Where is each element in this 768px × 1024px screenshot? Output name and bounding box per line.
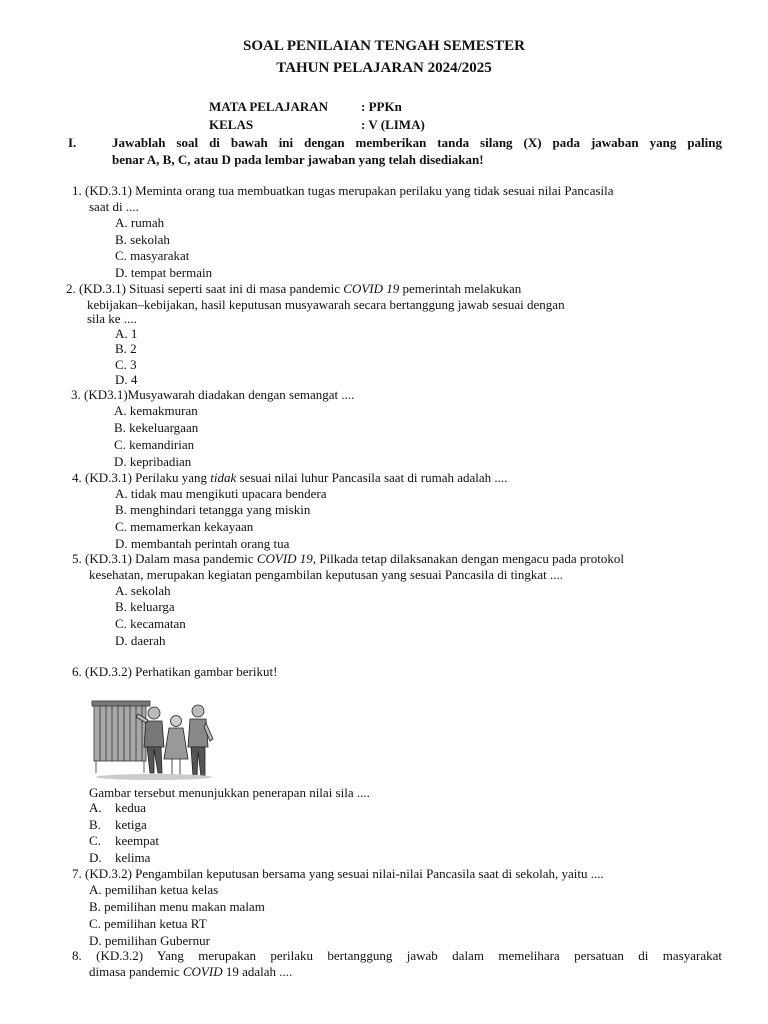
question-4-option-c: C. memamerkan kekayaan [115,519,254,534]
question-6-option-b: ketiga [115,817,147,832]
question-6-option-d-letter: D. [89,850,102,865]
question-7-option-a: A. pemilihan ketua kelas [89,882,219,897]
question-4-text: 4. (KD.3.1) Perilaku yang tidak sesuai nilai luhur Pancasila saat di rumah adalah .... [72,470,508,485]
question-6-text: 6. (KD.3.2) Perhatikan gambar berikut! [72,664,278,679]
question-6-option-a: kedua [115,800,147,815]
voting-booth-illustration [90,697,216,782]
subject-value: : PPKn [361,99,402,114]
question-7-option-b: B. pemilihan menu makan malam [89,899,265,914]
question-2-text-cont: kebijakan–kebijakan, hasil keputusan musyawarah secara bertanggung jawab sesuai dengan [87,297,565,312]
question-6-option-c: keempat [115,833,160,848]
class-label: KELAS [209,117,254,132]
class-value: : V (LIMA) [361,117,425,132]
question-2-text: 2. (KD.3.1) Situasi seperti saat ini di masa pandemic COVID 19 pemerintah melakukan [66,281,522,296]
question-3-option-a: A. kemakmuran [114,403,198,418]
question-7-text: 7. (KD.3.2) Pengambilan keputusan bersama yang sesuai nilai-nilai Pancasila saat di sekolah, yaitu .... [72,866,604,881]
question-1-option-a: A. rumah [115,215,165,230]
question-6-option-d: kelima [115,850,151,865]
instruction-line-1: Jawablah soal di bawah ini dengan memberikan tanda silang (X) pada jawaban yang paling [112,135,722,150]
question-1-option-b: B. sekolah [115,232,170,247]
question-2-option-c: C. 3 [115,357,137,372]
question-6-text-cont: Gambar tersebut menunjukkan penerapan nilai sila .... [89,785,370,800]
question-1-option-c: C. masyarakat [115,248,190,263]
question-6-option-b-letter: B. [89,817,101,832]
question-2-option-d: D. 4 [115,372,138,387]
question-7-option-d: D. pemilihan Gubernur [89,933,210,948]
question-4-option-b: B. menghindari tetangga yang miskin [115,502,311,517]
doc-subtitle: TAHUN PELAJARAN 2024/2025 [276,60,492,76]
instruction-line-2: benar A, B, C, atau D pada lembar jawaban yang telah disediakan! [112,152,484,167]
question-5-option-a: A. sekolah [115,583,171,598]
question-1-text-cont: saat di .... [89,199,139,214]
question-2-option-b: B. 2 [115,341,137,356]
question-5-text: 5. (KD.3.1) Dalam masa pandemic COVID 19, Pilkada tetap dilaksanakan dengan mengacu pada protokol [72,551,624,566]
question-7-option-c: C. pemilihan ketua RT [89,916,207,931]
question-5-text-cont: kesehatan, merupakan kegiatan pengambilan keputusan yang sesuai Pancasila di tingkat .... [89,567,563,582]
question-5-option-b: B. keluarga [115,599,175,614]
question-4-option-d: D. membantah perintah orang tua [115,536,290,551]
question-5-option-c: C. kecamatan [115,616,186,631]
question-4-option-a: A. tidak mau mengikuti upacara bendera [115,486,327,501]
doc-title: SOAL PENILAIAN TENGAH SEMESTER [243,38,525,54]
question-3-option-c: C. kemandirian [114,437,195,452]
question-3-option-d: D. kepribadian [114,454,192,469]
question-5-option-d: D. daerah [115,633,166,648]
subject-label: MATA PELAJARAN [209,99,329,114]
question-2-option-a: A. 1 [115,326,138,341]
question-1-text: 1. (KD.3.1) Meminta orang tua membuatkan tugas merupakan perilaku yang tidak sesuai nilai Pancasila [72,183,614,198]
question-1-option-d: D. tempat bermain [115,265,213,280]
question-6-option-c-letter: C. [89,833,101,848]
question-6-option-a-letter: A. [89,800,102,815]
question-8-text: 8. (KD.3.2) Yang merupakan perilaku bertanggung jawab dalam memelihara persatuan di masyarakat [72,948,722,963]
question-3-text: 3. (KD3.1)Musyawarah diadakan dengan semangat .... [71,387,355,402]
question-2-text-cont-2: sila ke .... [87,311,137,326]
question-8-text-cont: dimasa pandemic COVID 19 adalah .... [89,964,293,979]
question-3-option-b: B. kekeluargaan [114,420,199,435]
section-numeral: I. [68,135,77,150]
